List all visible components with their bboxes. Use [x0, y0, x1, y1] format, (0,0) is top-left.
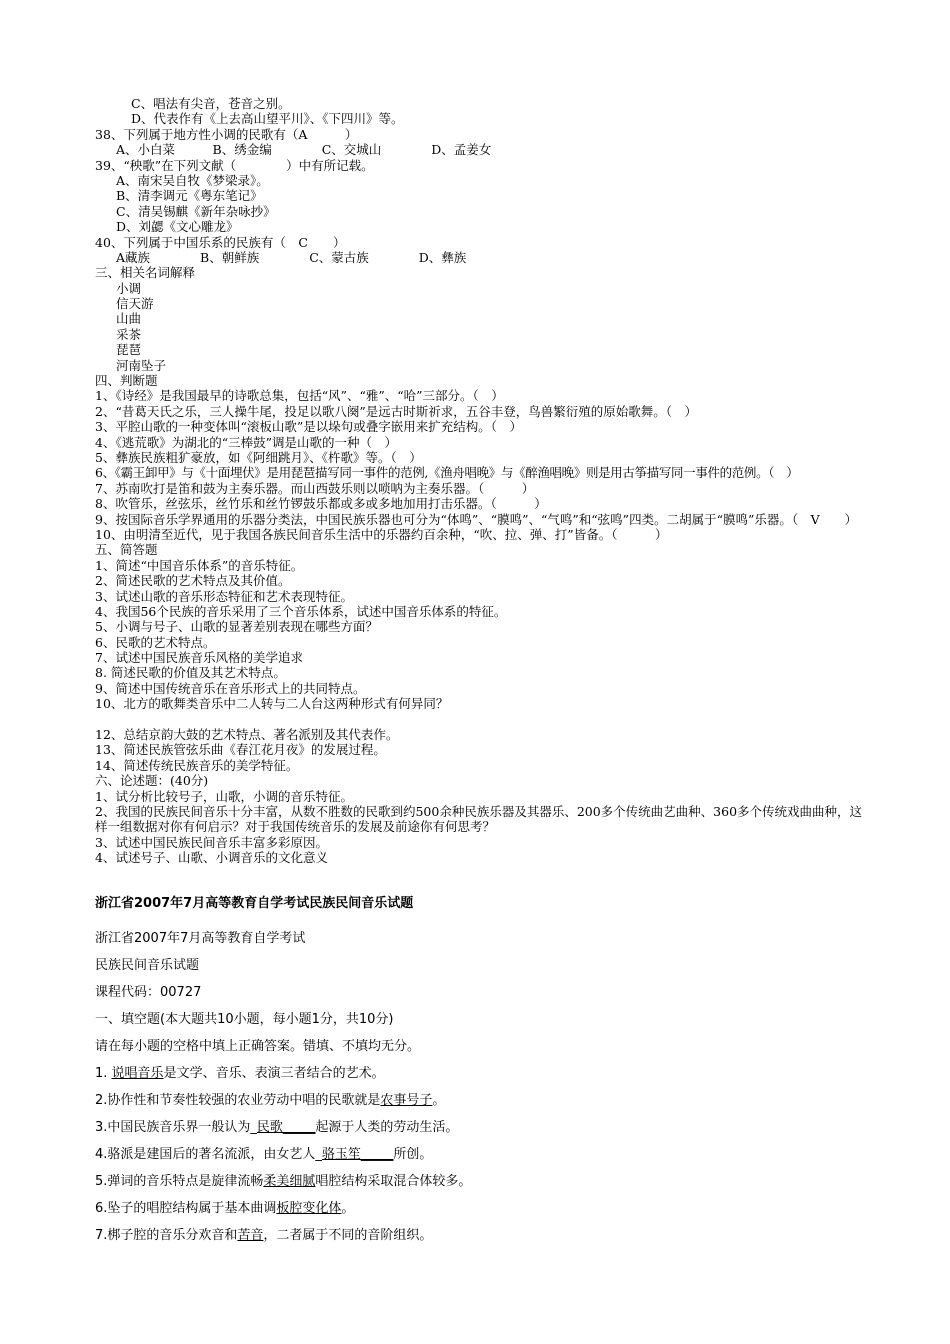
term-item: 信天游 [116, 296, 154, 312]
option-line: D、刘勰《文心雕龙》 [116, 219, 239, 235]
option-line: B、清李调元《粤东笔记》 [116, 188, 263, 204]
question-line: 2、“昔葛天氏之乐，三人操牛尾，投足以歌八阕”是远古时斯祈求，五谷丰登，鸟兽繁衍殖的原始歌舞。（ ） [95, 403, 697, 419]
question-line: 6、民歌的艺术特点。 [95, 634, 216, 650]
option-line: D、代表作有《上去高山望平川》、《下四川》等。 [131, 111, 404, 127]
blank-line [95, 712, 865, 727]
question-line: 5、彝族民族粗犷豪放，如《阿细跳月》、《杵歌》等。（ ） [95, 449, 422, 465]
term-item: 琵琶 [116, 342, 142, 358]
question-line: 4、试述号子、山歌、小调音乐的文化意义 [95, 850, 328, 866]
fill-question-5: 5.弹词的音乐特点是旋律流畅柔美细腻唱腔结构采取混合体较多。 [95, 1174, 472, 1189]
question-line: 10、北方的歌舞类音乐中二人转与二人台这两种形式有何异同？ [95, 696, 449, 712]
answer-text: 骆玉笙_____ [321, 1147, 394, 1162]
section-heading: 三、相关名词解释 [95, 265, 196, 281]
question-line: 8、吹管乐，丝弦乐，丝竹乐和丝竹锣鼓乐都或多或多地加用打击乐器。（ ） [95, 496, 547, 512]
fill-question-7: 7.梆子腔的音乐分欢音和苦音，二者属于不同的音阶组织。 [95, 1228, 433, 1243]
question-line: 6、《霸王卸甲》与《十面埋伏》是用琵琶描写同一事件的范例,《渔舟唱晚》与《醉渔唱晚》则是用古筝描写同一事件的范例。（ ） [95, 465, 799, 481]
term-item: 河南坠子 [116, 357, 167, 373]
option-line: A、南宋吴自牧《梦梁录》。 [116, 172, 269, 188]
fill-question-2: 2.协作性和节奏性较强的农业劳动中唱的民歌就是农事号子。 [95, 1093, 446, 1108]
question-line: 2、我国的民族民间音乐十分丰富，从数不胜数的民歌到约500余种民族乐器及其器乐、200多个传统曲艺曲种、360多个传统戏曲曲种，这样一组数据对你有何启示？对于我国传统音乐的发展及前途你有何思考？ [95, 804, 863, 835]
answer-text: 苦音 [237, 1228, 264, 1243]
fill-question-3: 3.中国民族音乐界一般认为_民歌_____起源于人类的劳动生活。 [95, 1120, 459, 1135]
term-item: 山曲 [116, 311, 142, 327]
question-line: 3、试述中国民族民间音乐丰富多彩原因。 [95, 834, 328, 850]
exam-subject: 民族民间音乐试题 [95, 958, 200, 973]
term-item: 采茶 [116, 326, 142, 342]
question-line: 38、下列属于地方性小调的民歌有（A ） [95, 126, 358, 142]
option-line: C、清吴锡麒《新年杂咏抄》 [116, 203, 276, 219]
question-line: 10、由明清至近代，见于我国各族民间音乐生活中的乐器约百余种，“吹、拉、弹、打”皆备。（ ） [95, 526, 668, 542]
section-heading: 六、论述题：(40分) [95, 773, 209, 789]
answer-text: 说唱音乐 [111, 1066, 164, 1081]
section-heading: 四、判断题 [95, 373, 158, 389]
option-line: A、小白菜 B、绣金编 C、交城山 D、孟姜女 [116, 142, 492, 158]
question-line: 9、简述中国传统音乐在音乐形式上的共同特点。 [95, 680, 366, 696]
question-line: 8. 简述民歌的价值及其艺术特点。 [95, 665, 286, 681]
fill-question-6: 6.坠子的唱腔结构属于基本曲调板腔变化体。 [95, 1201, 355, 1216]
fill-question-1: 1. 说唱音乐是文学、音乐、表演三者结合的艺术。 [95, 1066, 385, 1081]
question-line: 1、试分析比较号子，山歌，小调的音乐特征。 [95, 788, 353, 804]
answer-text: 板腔变化体 [276, 1201, 342, 1216]
question-line: 4、《逃荒歌》为湖北的“三棒鼓”调是山歌的一种（ ） [95, 434, 397, 450]
exam-title: 浙江省2007年7月高等教育自学考试民族民间音乐试题 [95, 896, 414, 911]
question-line: 5、小调与号子、山歌的显著差别表现在哪些方面？ [95, 619, 378, 635]
section-heading: 五、简答题 [95, 542, 158, 558]
exam-subtitle: 浙江省2007年7月高等教育自学考试 [95, 931, 306, 946]
exam-review-section [95, 96, 865, 866]
part-heading: 一、填空题(本大题共10小题，每小题1分，共10分) [95, 1012, 394, 1027]
exam-paper-section [95, 894, 865, 1243]
answer-text: 民歌_____ [256, 1120, 316, 1135]
term-item: 小调 [116, 280, 142, 296]
question-line: 1、《诗经》是我国最早的诗歌总集，包括“风”、“雅”、“哈”三部分。（ ） [95, 388, 504, 404]
question-line: 1、简述“中国音乐体系”的音乐特征。 [95, 557, 304, 573]
course-code: 课程代码：00727 [95, 985, 202, 1000]
question-line: 7、苏南吹打是笛和鼓为主奏乐器。而山西鼓乐则以唢呐为主奏乐器。（ ） [95, 480, 535, 496]
option-line: C、唱法有尖音，苍音之别。 [131, 96, 291, 111]
instructions: 请在每小题的空格中填上正确答案。错填、不填均无分。 [95, 1039, 421, 1054]
question-line: 39、“秧歌”在下列文献（ ）中有所记载。 [95, 157, 374, 173]
question-line: 7、试述中国民族音乐风格的美学追求 [95, 650, 303, 666]
question-line: 14、简述传统民族音乐的美学特征。 [95, 757, 299, 773]
answer-text: 柔美细腻 [263, 1174, 316, 1189]
question-line: 4、我国56个民族的音乐采用了三个音乐体系，试述中国音乐体系的特征。 [95, 603, 507, 619]
question-line: 3、试述山歌的音乐形态特征和艺术表现特征。 [95, 588, 353, 604]
answer-text: 农事号子 [380, 1093, 433, 1108]
question-line: 9、按国际音乐学界通用的乐器分类法，中国民族乐器也可分为“体鸣”、“膜鸣”、“气鸣”和“弦鸣”四类。二胡属于“膜鸣”乐器。（ V ） [95, 511, 858, 527]
question-line: 13、简述民族管弦乐曲《春江花月夜》的发展过程。 [95, 742, 386, 758]
option-line: A藏族 B、朝鲜族 C、蒙古族 D、彝族 [116, 249, 467, 265]
fill-question-4: 4.骆派是建国后的著名流派，由女艺人_骆玉笙_____所创。 [95, 1147, 433, 1162]
question-line: 40、下列属于中国乐系的民族有（ C ） [95, 234, 346, 250]
question-line: 3、平腔山歌的一种变体叫“滚板山歌”是以垛句或叠字嵌用来扩充结构。（ ） [95, 419, 522, 435]
question-line: 2、简述民歌的艺术特点及其价值。 [95, 573, 291, 589]
question-line: 12、总结京韵大鼓的艺术特点、著名派别及其代表作。 [95, 727, 399, 743]
